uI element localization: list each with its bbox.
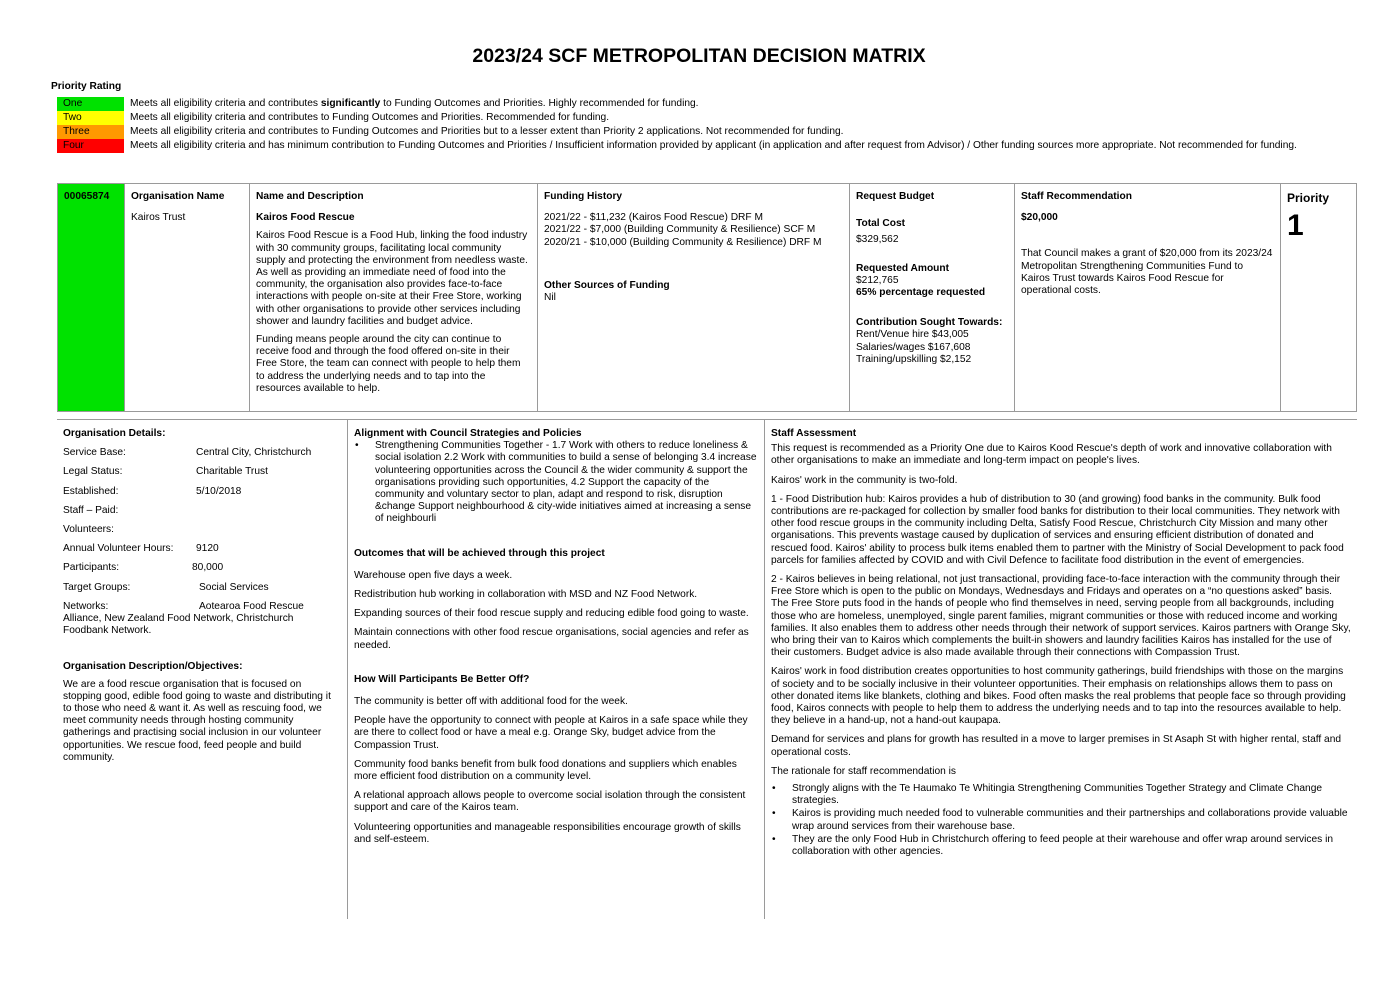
staff-assessment-column (765, 420, 1357, 919)
staff-recommendation-amount: $20,000 (1021, 212, 1058, 224)
better-off-item: Community food banks benefit from bulk food donations and suppliers which enables more efficient food distribution on a community level. (354, 758, 737, 783)
organisation-name: Kairos Trust (131, 212, 186, 224)
outcome-item: Expanding sources of their food rescue supply and reducing edible food going to waste. (354, 608, 749, 620)
organisation-details-column (57, 420, 348, 919)
detail-row-service-base (63, 447, 341, 459)
detail-label: Networks: (63, 600, 109, 612)
better-off-heading: How Will Participants Be Better Off? (354, 673, 530, 685)
organisation-description-heading: Organisation Description/Objectives: (63, 661, 243, 673)
name-description-header: Name and Description (256, 191, 364, 202)
detail-value: 9120 (196, 543, 219, 555)
decision-matrix-table (57, 183, 1357, 412)
rationale-item: • Strongly aligns with the Te Haumako Te Whitingia Strengthening Communities Together Strategy and Climate Change strategies. (771, 783, 1351, 807)
alignment-heading: Alignment with Council Strategies and Policies (354, 428, 582, 439)
funding-history-header: Funding History (544, 191, 623, 202)
funding-history-list (544, 212, 843, 249)
detail-value: 5/10/2018 (196, 485, 242, 497)
detail-row-legal-status (63, 466, 341, 478)
name-description-cell (250, 184, 538, 411)
organisation-cell (125, 184, 250, 411)
detail-row-participants (63, 562, 341, 574)
funding-history-item: 2021/22 - $7,000 (Building Community & Resilience) SCF M (544, 224, 816, 236)
funding-history-item: 2021/22 - $11,232 (Kairos Food Rescue) DRF M (544, 212, 763, 224)
assessment-paragraph: Kairos' work in the community is two-fold. (771, 474, 958, 486)
priority-header: Priority (1287, 191, 1330, 205)
requested-amount-label: Requested Amount (856, 262, 950, 274)
application-id: 00065874 (64, 191, 110, 202)
detail-label: Legal Status: (63, 466, 123, 478)
staff-recommendation-cell (1015, 184, 1281, 411)
rationale-item: • They are the only Food Hub in Christchurch offering to feed people at their warehouse and offer wrap around services in collaboration with other agencies. (771, 834, 1351, 858)
detail-label: Staff – Paid: (63, 504, 119, 516)
funding-history-item: 2020/21 - $10,000 (Building Community & Resilience) DRF M (544, 236, 822, 248)
priority-swatch-two: Two (57, 111, 124, 125)
other-sources-header: Other Sources of Funding (544, 279, 670, 291)
detail-row-networks (63, 601, 341, 638)
detail-value: 80,000 (192, 562, 224, 574)
alignment-column (348, 420, 765, 919)
detail-value: Aotearoa Food Rescue Alliance, New Zealand Food Network, Christchurch Foodbank Network. (63, 600, 304, 637)
rationale-list (771, 783, 1351, 858)
percentage-requested: 65% percentage requested (856, 287, 986, 299)
detail-value: Central City, Christchurch (196, 447, 312, 459)
better-off-item: The community is better off with additional food for the week. (354, 696, 628, 708)
alignment-list (354, 440, 758, 525)
organisation-details-heading: Organisation Details: (63, 428, 166, 439)
staff-recommendation-header: Staff Recommendation (1021, 191, 1132, 202)
assessment-paragraph: Demand for services and plans for growth has resulted in a move to larger premises in St Asaph St with higher rental, staff and operational costs. (771, 734, 1342, 758)
assessment-paragraph: This request is recommended as a Priority One due to Kairos Kood Rescue's depth of work and innovative collaboration with other organisations to make an immediate and long-term impact on people's lives. (771, 443, 1332, 467)
priority-row-three (57, 125, 1327, 139)
priority-desc-one-pre: Meets all eligibility criteria and contributes (130, 98, 321, 109)
detail-label: Established: (63, 485, 119, 497)
outcomes-heading: Outcomes that will be achieved through this project (354, 547, 605, 559)
alignment-item: • Strengthening Communities Together - 1.7 Work with others to reduce loneliness & social isolation 2.2 Work with communities to build a sense of belonging 3.4 increase volunteering opportunities across the Council & the wider community & support the organisations providing such opportunities, 4.2 Support the capacity of the community and voluntary sector to plan, adapt and respond to risk, disruption &change Support neighbourhood & city-wide initiatives aimed at increasing a sense of neighbourli (354, 440, 758, 525)
organisation-name-header: Organisation Name (131, 191, 225, 202)
detail-value: Social Services (199, 581, 269, 593)
organisation-details-list (63, 447, 341, 637)
project-description-1: Kairos Food Rescue is a Food Hub, linking the food industry with 30 community groups, facilitating local community supply and protecting the environment from needless waste. As well as providing an immediate need of food into the community, the organisation also provides face-to-face interactions with people on-site at their Free Store, working with other organisations to provide other services including shower and laundry facilities and budget advice. (256, 230, 528, 327)
priority-rating-heading: Priority Rating (51, 81, 122, 92)
detail-row-staff-paid (63, 505, 341, 517)
priority-cell (1281, 184, 1357, 411)
requested-amount-value: $212,765 (856, 274, 899, 286)
priority-row-four (57, 139, 1327, 153)
detail-label: Participants: (63, 562, 120, 574)
priority-swatch-one: One (57, 97, 124, 111)
detail-label: Annual Volunteer Hours: (63, 543, 174, 555)
contribution-item: Training/upskilling $2,152 (856, 353, 972, 365)
detail-label: Service Base: (63, 447, 126, 459)
rationale-item: • Kairos is providing much needed food to vulnerable communities and their partnerships and collaborations provide valuable wrap around services from their warehouse base. (771, 808, 1351, 832)
priority-swatch-three: Three (57, 125, 124, 139)
request-budget-header: Request Budget (856, 191, 935, 202)
assessment-paragraph: 2 - Kairos believes in being relational, not just transactional, providing face-to-face interaction with the community through their Free Store which is open to the public on Mondays, Wednesdays and Fridays and operates on a “no questions asked” basis. The Free Store puts food in the hands of people who find themselves in need, serving people from all backgrounds, including those who are homeless, unemployed, single parent families, migrant communities or those with reduced income and working families. It also enables them to address other needs through their network of support services. Kairos partners with Orange Sky, who bring their van to Kairos which complements the built-in showers and laundry facilities Kairos has installed for the use of their customers. Budget advice is also made available through their connections with Compassion Trust. (771, 574, 1351, 659)
funding-history-cell (538, 184, 850, 411)
assessment-paragraph: Kairos' work in food distribution creates opportunities to host community gatherings, build friendships with those on the margins of society and to be socially inclusive in their volunteer opportunities. Their emphasis on relationships allows them to pass on other donated items like blankets, clothing and bikes. Food often masks the real problems that people face so through providing food, Kairos connects with people to help them to address the underlying needs and to tap into the resources available to help. they believe in a hand-up, not a hand-out kaupapa. (771, 666, 1346, 727)
contribution-item: Rent/Venue hire $43,005 (856, 329, 969, 341)
other-sources-value: Nil (544, 292, 556, 304)
staff-assessment-heading: Staff Assessment (771, 428, 857, 439)
detail-row-established (63, 486, 341, 498)
better-off-item: People have the opportunity to connect with people at Kairos in a safe space while they are there to collect food or have a meal e.g. Orange Sky, budget advice from the Compassion Trust. (354, 715, 748, 751)
detail-row-volunteers (63, 524, 341, 536)
details-section (57, 419, 1357, 919)
priority-desc-one-bold: significantly (320, 98, 381, 109)
detail-label: Target Groups: (63, 581, 131, 593)
priority-row-two (57, 111, 1327, 125)
organisation-description-text: We are a food rescue organisation that is focused on stopping good, edible food going to waste and distributing it to those who need & want it. As well as rescuing food, we meet community needs through hosting community gatherings and practising social inclusion in our volunteer opportunities. We rescue food, feed people and build community. (63, 678, 331, 763)
staff-recommendation-text: That Council makes a grant of $20,000 from its 2023/24 Metropolitan Strengthening Communities Fund to Kairos Trust towards Kairos Food Rescue for operational costs. (1021, 248, 1273, 297)
total-cost-label: Total Cost (856, 218, 906, 230)
project-description-2: Funding means people around the city can continue to receive food and through the food offered on-site in their Free Store, the team can connect with people to help them to address the underlying needs and to tap into the resources available to help. (256, 334, 521, 394)
detail-label: Volunteers: (63, 524, 114, 536)
priority-row-one (57, 97, 1327, 111)
outcome-item: Redistribution hub working in collaboration with MSD and NZ Food Network. (354, 589, 698, 601)
assessment-paragraph: 1 - Food Distribution hub: Kairos provides a hub of distribution to 30 (and growing) food banks in the community. Bulk food contributions are re-packaged for collection by smaller food banks for distribution to their local communities. They network with other food rescue groups in the community including Delta, Satisfy Food Rescue, Christchurch City Mission and many other organisations. This prevents wastage caused by duplication of services and ensuring efficient distribution of donated and rescued food. Kairos' ability to process bulk items enabled them to partner with the Ministry of Social Development to pack food parcels for families affected by COVID and with Civil Defence to facilitate food distribution in the event of emergencies. (771, 493, 1344, 566)
contribution-item: Salaries/wages $167,608 (856, 341, 971, 353)
total-cost-value: $329,562 (856, 234, 899, 246)
outcome-item: Warehouse open five days a week. (354, 569, 513, 581)
priority-desc-one (124, 97, 699, 110)
priority-desc-three: Meets all eligibility criteria and contributes to Funding Outcomes and Priorities but to a lesser extent than Priority 2 applications. Not recommended for funding. (130, 126, 844, 137)
contribution-label: Contribution Sought Towards: (856, 317, 1003, 329)
priority-value: 1 (1287, 209, 1304, 242)
priority-desc-one-post: to Funding Outcomes and Priorities. Highly recommended for funding. (380, 98, 699, 109)
assessment-paragraph: The rationale for staff recommendation is (771, 765, 956, 777)
better-off-item: A relational approach allows people to overcome social isolation through the consistent support and care of the Kairos team. (354, 790, 746, 814)
priority-desc-two: Meets all eligibility criteria and contributes to Funding Outcomes and Priorities. Recommended for funding. (130, 112, 610, 123)
priority-rating-legend (57, 97, 1327, 153)
priority-desc-four: Meets all eligibility criteria and has minimum contribution to Funding Outcomes and Priorities / Insufficient information provided by applicant (in application and after request from Advisor) / Other funding sources more appropriate. Not recommended for funding. (130, 140, 1297, 151)
detail-row-target-groups (63, 582, 341, 594)
request-budget-cell (850, 184, 1015, 411)
detail-value: Charitable Trust (196, 466, 268, 478)
outcome-item: Maintain connections with other food rescue organisations, social agencies and refer as needed. (354, 627, 749, 651)
better-off-item: Volunteering opportunities and manageable responsibilities encourage growth of skills and self-esteem. (354, 821, 741, 845)
priority-swatch-four: Four (57, 139, 124, 153)
page-title: 2023/24 SCF METROPOLITAN DECISION MATRIX (472, 45, 926, 67)
application-id-cell (58, 184, 125, 411)
detail-row-volunteer-hours (63, 543, 341, 555)
project-name: Kairos Food Rescue (256, 212, 355, 224)
